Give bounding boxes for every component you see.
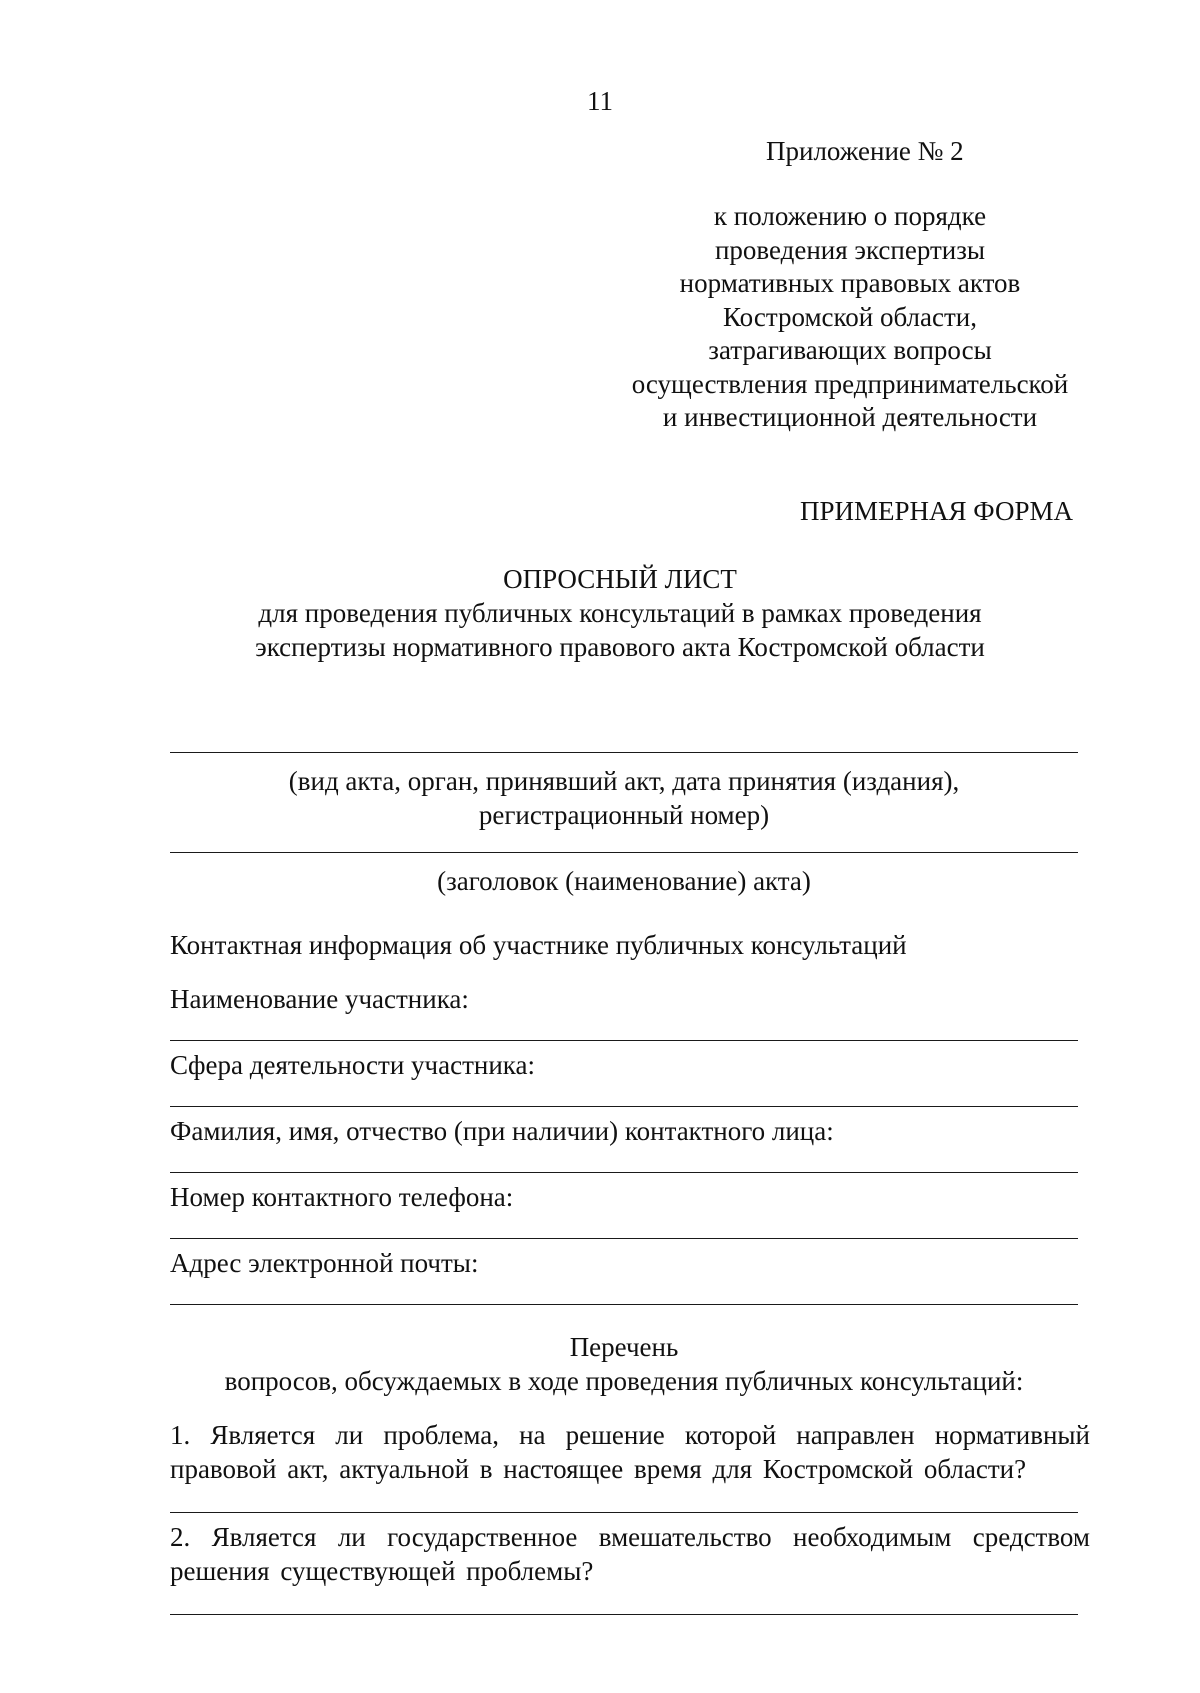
act-title-caption: (заголовок (наименование) акта) bbox=[437, 866, 811, 896]
question-1-answer-line bbox=[170, 1512, 1078, 1513]
appendix-subtitle bbox=[620, 200, 1080, 435]
appendix-title: Приложение № 2 bbox=[766, 136, 964, 166]
form-title: ОПРОСНЫЙ ЛИСТ bbox=[503, 564, 737, 594]
questions-heading: Перечень bbox=[569, 1332, 679, 1362]
page-number: 11 bbox=[587, 86, 613, 116]
act-type-caption-line-2: регистрационный номер) bbox=[478, 800, 770, 830]
appendix-subtitle-line: нормативных правовых актов bbox=[679, 268, 1021, 298]
contact-person-label: Фамилия, имя, отчество (при наличии) контактного лица: bbox=[170, 1116, 834, 1146]
participant-sphere-line bbox=[170, 1106, 1078, 1107]
form-type-label: ПРИМЕРНАЯ ФОРМА bbox=[800, 496, 1073, 526]
act-type-blank-line bbox=[170, 752, 1078, 753]
question-1: 1. Является ли проблема, на решение которой направлен нормативный правовой акт, актуальной в настоящее время для Костромской области? bbox=[170, 1420, 1090, 1484]
question-2: 2. Является ли государственное вмешательство необходимым средством решения существующей проблемы? bbox=[170, 1522, 1090, 1586]
appendix-subtitle-line: проведения экспертизы bbox=[714, 234, 986, 265]
appendix-subtitle-line: и инвестиционной деятельности bbox=[662, 402, 1038, 432]
act-title-blank-line bbox=[170, 852, 1078, 853]
appendix-subtitle-line: затрагивающих вопросы bbox=[708, 335, 992, 365]
questions-subheading: вопросов, обсуждаемых в ходе проведения публичных консультаций: bbox=[224, 1366, 1024, 1396]
phone-line bbox=[170, 1238, 1078, 1239]
participant-name-label: Наименование участника: bbox=[170, 984, 469, 1014]
appendix-subtitle-line: осуществления предпринимательской bbox=[631, 368, 1069, 399]
phone-label: Номер контактного телефона: bbox=[170, 1182, 514, 1212]
participant-sphere-label: Сфера деятельности участника: bbox=[170, 1050, 535, 1080]
act-type-caption-line-1: (вид акта, орган, принявший акт, дата принятия (издания), bbox=[288, 766, 960, 796]
contact-person-line bbox=[170, 1172, 1078, 1173]
participant-name-line bbox=[170, 1040, 1078, 1041]
email-line bbox=[170, 1304, 1078, 1305]
form-subtitle-line-1: для проведения публичных консультаций в рамках проведения bbox=[258, 598, 982, 628]
email-label: Адрес электронной почты: bbox=[170, 1248, 479, 1278]
form-subtitle-line-2: экспертизы нормативного правового акта Костромской области bbox=[255, 632, 985, 662]
appendix-subtitle-line: к положению о порядке bbox=[713, 201, 987, 231]
contact-heading: Контактная информация об участнике публичных консультаций bbox=[170, 930, 907, 960]
appendix-subtitle-line: Костромской области, bbox=[723, 301, 977, 332]
question-2-answer-line bbox=[170, 1614, 1078, 1615]
